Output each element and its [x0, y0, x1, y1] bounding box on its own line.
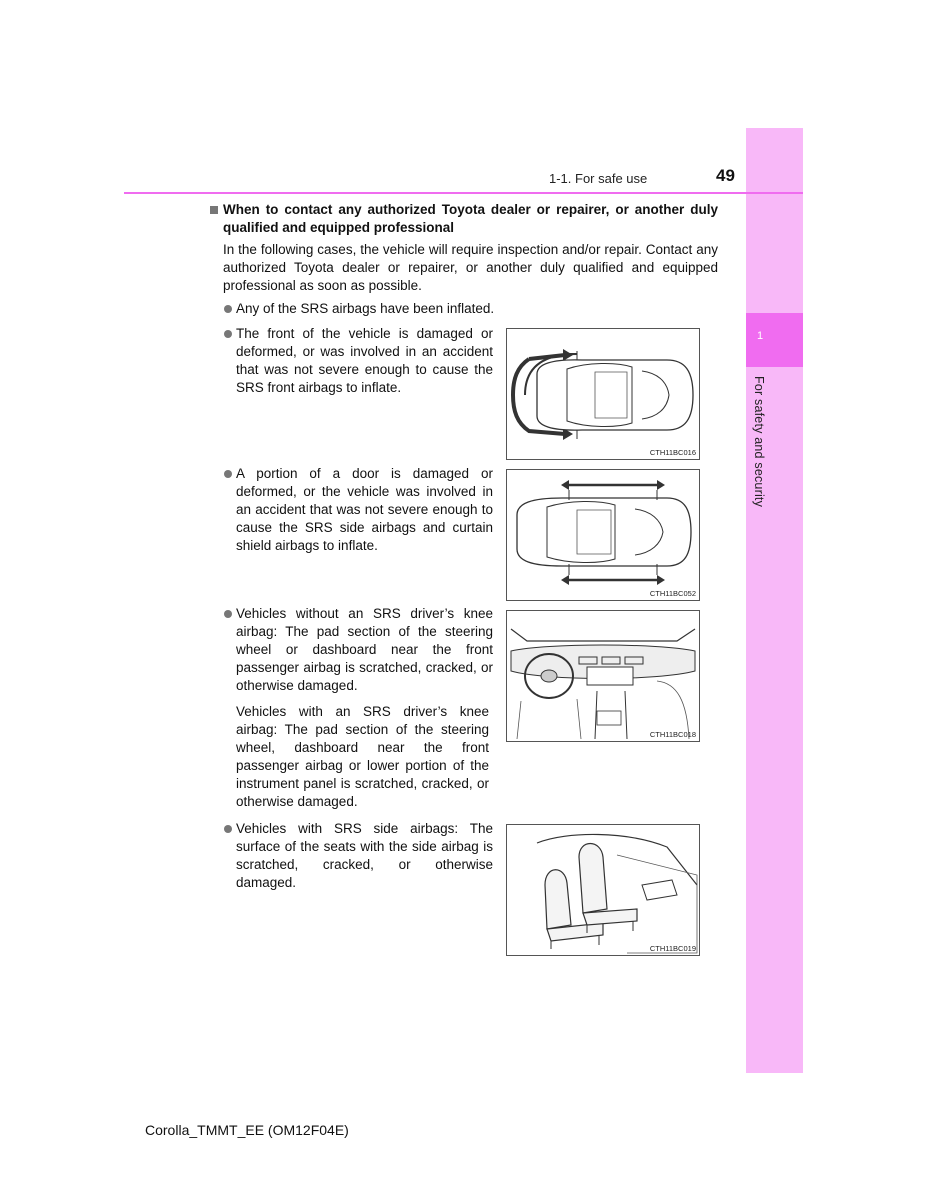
figure-code: CTH11BC019 [649, 944, 696, 953]
bullet-text: A portion of a door is damaged or deformed, or the vehicle was involved in an accident that was not severe enough to cause the SRS side airbags and curtain shield airbags to inflate. [236, 466, 493, 553]
section-title: 1-1. For safe use [549, 171, 648, 186]
square-bullet-icon [210, 206, 218, 214]
bullet-dot-icon [224, 825, 232, 833]
chapter-title: For safety and security [752, 376, 766, 508]
bullet-text: Any of the SRS airbags have been inflated. [236, 301, 495, 316]
bullet-item [223, 325, 493, 397]
figure-front-damage [506, 328, 700, 460]
figure-code: CTH11BC016 [649, 448, 696, 457]
bullet-text: Vehicles without an SRS driver’s knee airbag: The pad section of the steering wheel or dashboard near the front passenger airbag is scratched, cracked, or otherwise damaged. [236, 606, 493, 693]
heading-text: When to contact any authorized Toyota dealer or repairer, or another duly qualified and equipped professional [223, 202, 718, 235]
chapter-number: 1 [757, 330, 764, 342]
figure-seats [506, 824, 700, 956]
bullet-text: Vehicles with SRS side airbags: The surface of the seats with the side airbag is scratched, cracked, or otherwise damaged. [236, 821, 493, 890]
bullet-item [223, 605, 493, 695]
seats-illustration [507, 825, 699, 955]
figure-code: CTH11BC052 [649, 589, 696, 598]
bullet-dot-icon [224, 470, 232, 478]
bullet-dot-icon [224, 330, 232, 338]
chapter-tab-strip [746, 128, 803, 1073]
car-top-view-side-illustration [507, 470, 699, 600]
page-footer: Corolla_TMMT_EE (OM12F04E) [145, 1122, 349, 1138]
header-rule [124, 192, 803, 194]
intro-paragraph: In the following cases, the vehicle will require inspection and/or repair. Contact any authorized Toyota dealer or repairer, or another duly qualified and equipped professional as soon as possible. [223, 242, 718, 293]
bullet-sub-paragraph: Vehicles with an SRS driver’s knee airbag: The pad section of the steering wheel, dashboard near the front passenger airbag or lower portion of the instrument panel is scratched, cracked, or otherwise damaged. [236, 704, 489, 809]
subsection-heading [210, 201, 718, 237]
bullet-item [223, 465, 493, 555]
figure-door-damage [506, 469, 700, 601]
car-top-view-front-illustration [507, 329, 699, 459]
bullet-item [223, 300, 526, 318]
figure-dashboard [506, 610, 700, 742]
bullet-dot-icon [224, 305, 232, 313]
chapter-tab-active [746, 313, 803, 367]
bullet-text: The front of the vehicle is damaged or deformed, or was involved in an accident that was not severe enough to cause the SRS front airbags to inflate. [236, 326, 493, 395]
bullet-dot-icon [224, 610, 232, 618]
page-number: 49 [716, 166, 735, 185]
figure-code: CTH11BC018 [649, 730, 696, 739]
bullet-item [223, 820, 493, 892]
main-content [210, 201, 718, 295]
dashboard-illustration [507, 611, 699, 741]
